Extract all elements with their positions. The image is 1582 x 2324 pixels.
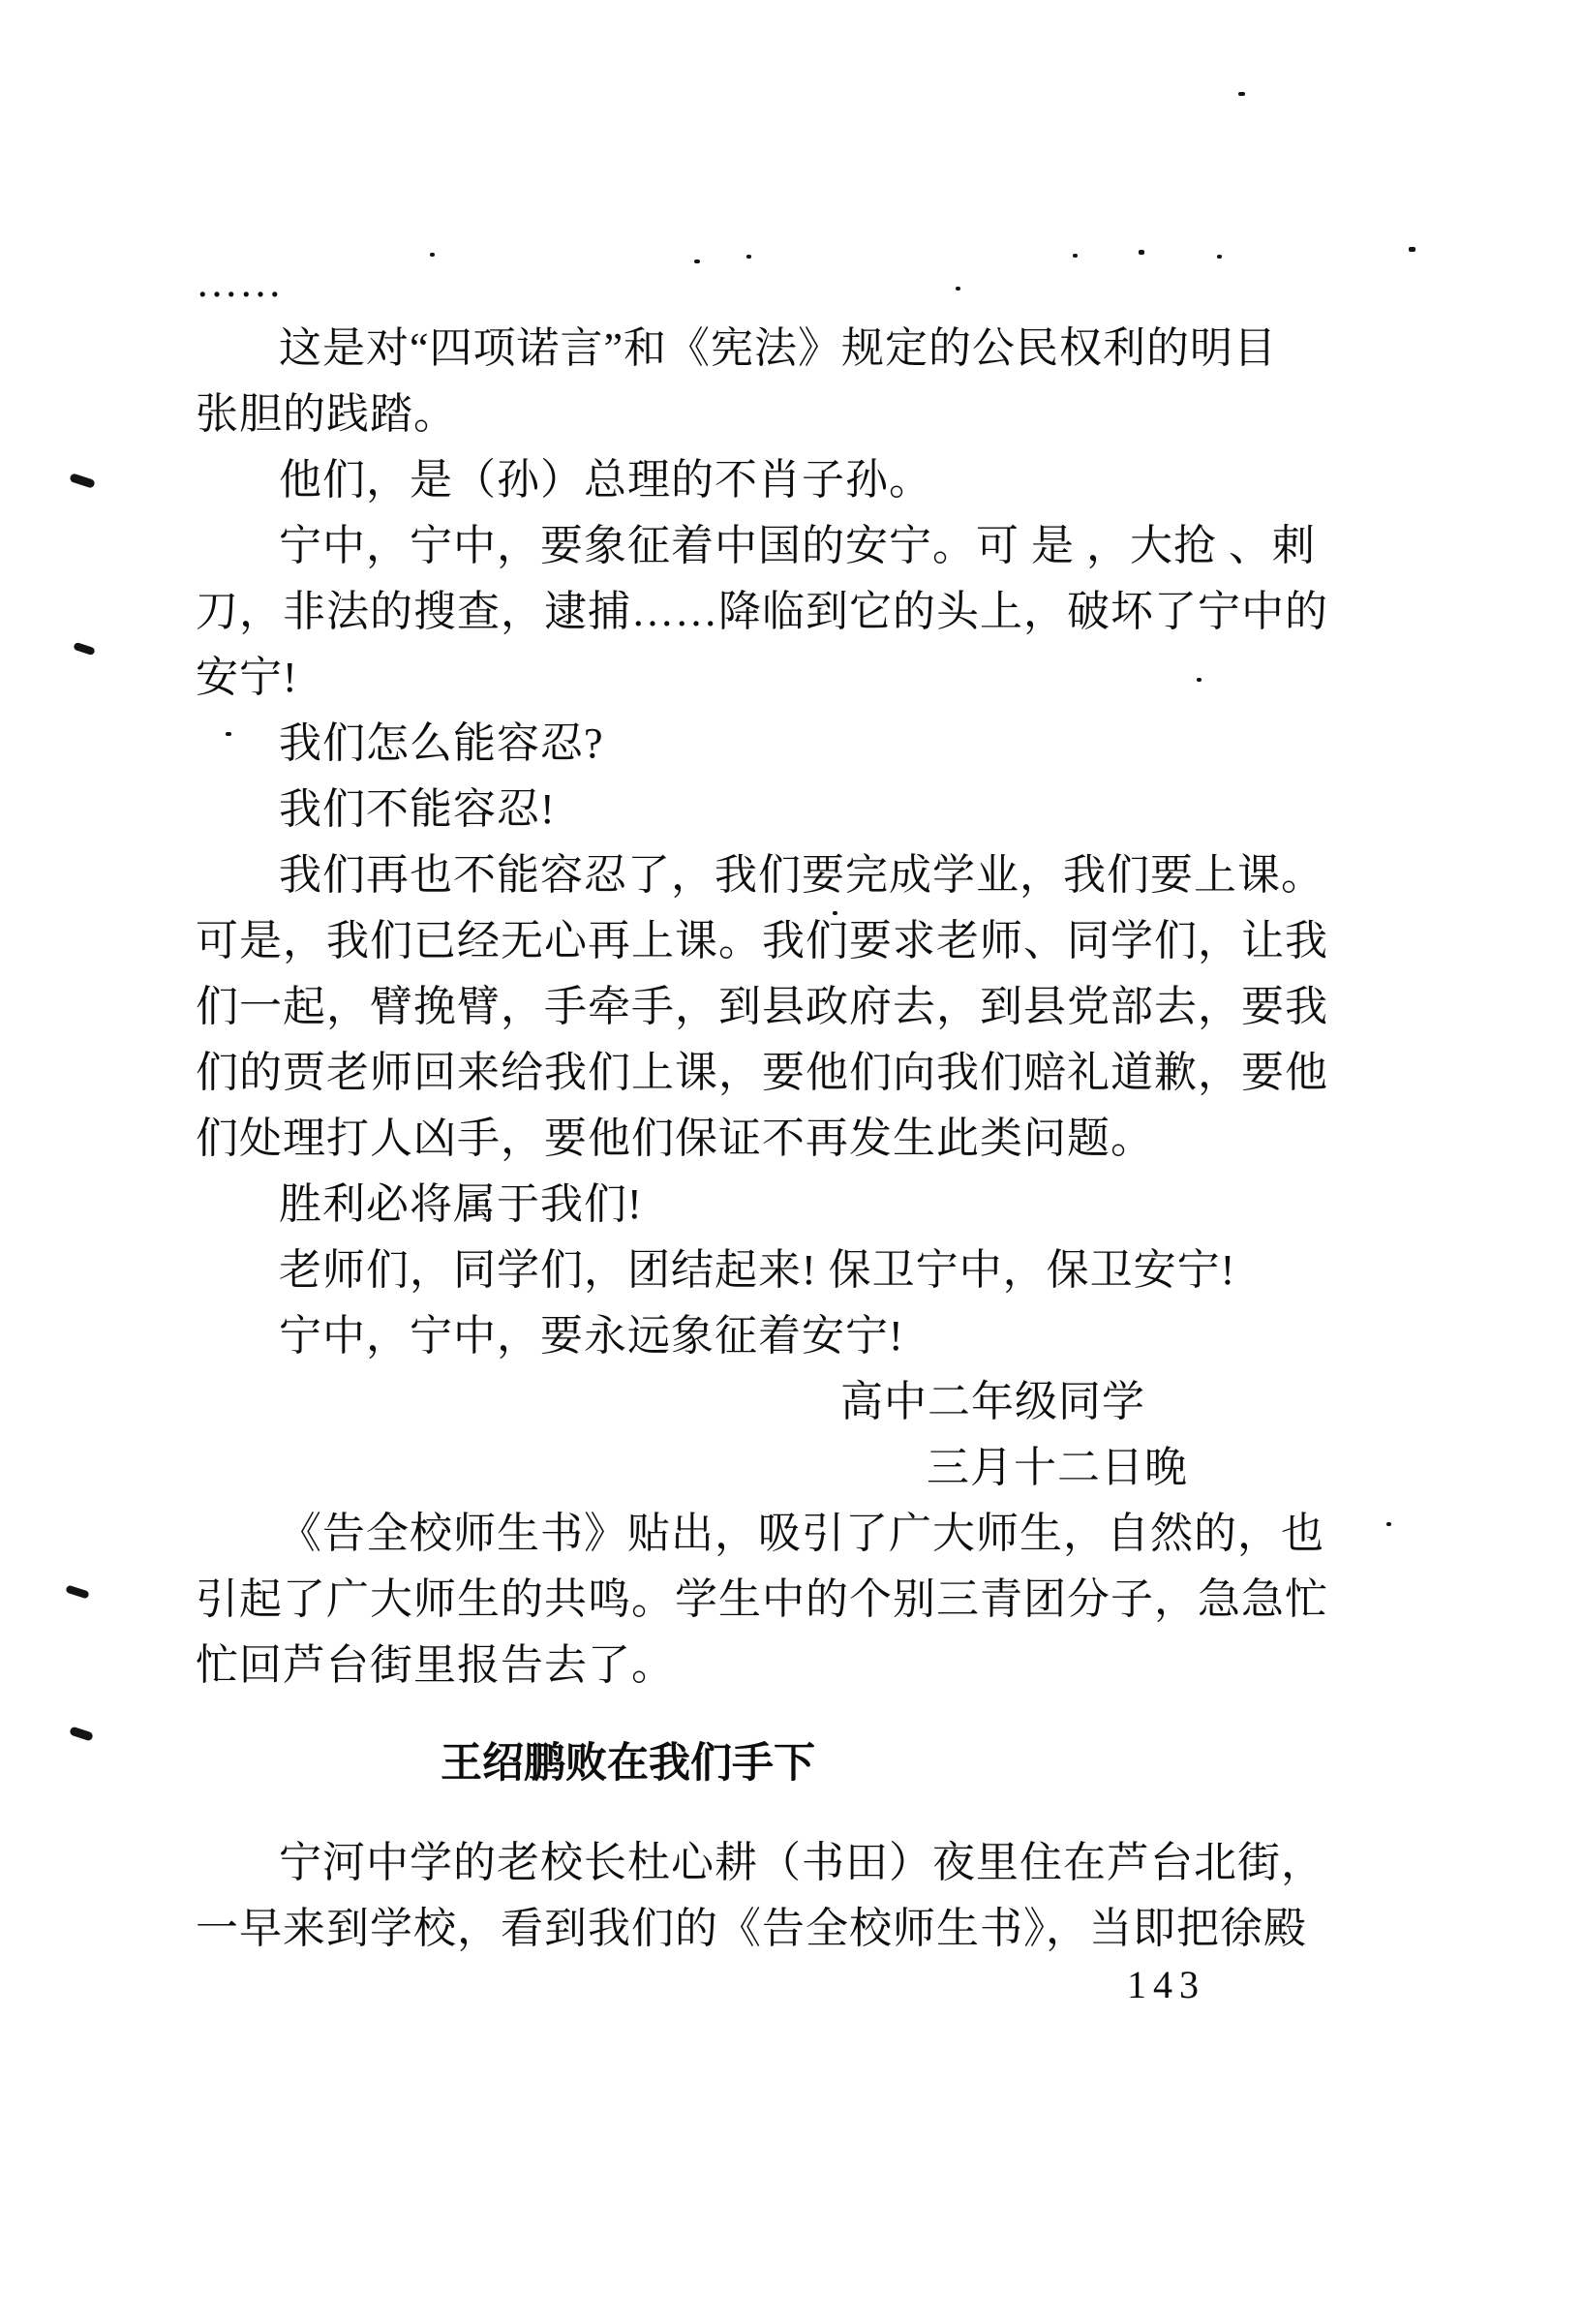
signature-grade: 高中二年级同学: [840, 1378, 1145, 1425]
text-line: 忙回芦台街里报告去了。: [196, 1641, 675, 1689]
text-line: 这是对“四项诺言”和《宪法》规定的公民权利的明目: [279, 324, 1278, 372]
scan-speck: [430, 253, 435, 257]
text-line: 安宁!: [196, 654, 298, 701]
text-line: 宁中，宁中，要象征着中国的安宁。可 是 ，大抢 、剌: [279, 522, 1316, 569]
scan-speck: [1197, 678, 1202, 682]
text-line: 我们怎么能容忍?: [279, 719, 604, 767]
scan-speck: [1238, 92, 1245, 96]
text-line: ……: [196, 259, 283, 306]
text-line: 胜利必将属于我们!: [279, 1180, 643, 1228]
scan-speck: [226, 732, 231, 736]
scan-speck: [1386, 1522, 1391, 1526]
scan-speck: [1409, 247, 1415, 252]
scan-speck: [833, 911, 837, 915]
margin-mark: [73, 642, 95, 656]
text-line: 我们再也不能容忍了，我们要完成学业，我们要上课。: [279, 851, 1324, 899]
text-line: 们的贾老师回来给我们上课，要他们向我们赔礼道歉，要他: [196, 1049, 1328, 1096]
text-line: 引起了广大师生的共鸣。学生中的个别三青团分子，急急忙: [196, 1575, 1328, 1623]
scan-speck: [746, 255, 751, 259]
signature-date: 三月十二日晚: [927, 1444, 1188, 1491]
text-line: 刀，非法的搜查，逮捕……降临到它的头上，破坏了宁中的: [196, 588, 1328, 635]
margin-mark: [69, 1727, 94, 1742]
text-line: 老师们，同学们，团结起来! 保卫宁中，保卫安宁!: [279, 1246, 1236, 1294]
text-line: 张胆的践踏。: [196, 390, 457, 438]
page-number: 143: [1127, 1963, 1205, 2006]
text-line: 们一起，臂挽臂，手牵手，到县政府去，到县党部去，要我: [196, 983, 1328, 1030]
text-line: 他们，是（孙）总理的不肖子孙。: [279, 456, 932, 504]
scan-speck: [1217, 255, 1222, 259]
text-line: 们处理打人凶手，要他们保证不再发生此类问题。: [196, 1115, 1154, 1162]
margin-mark: [65, 1584, 89, 1599]
margin-mark: [69, 473, 96, 489]
scan-speck: [1139, 250, 1144, 255]
text-line: 我们不能容忍!: [279, 785, 556, 833]
text-line: 一早来到学校，看到我们的《告全校师生书》，当即把徐殿: [196, 1905, 1307, 1952]
scan-speck: [694, 260, 700, 263]
text-line: 可是，我们已经无心再上课。我们要求老师、同学们，让我: [196, 917, 1328, 964]
scan-speck: [1073, 254, 1078, 258]
scan-speck: [956, 287, 960, 290]
text-line: 《告全校师生书》贴出，吸引了广大师生，自然的，也: [279, 1510, 1324, 1557]
body-text: [196, 250, 1328, 1962]
text-line: 宁河中学的老校长杜心耕（书田）夜里住在芦台北街，: [279, 1839, 1324, 1886]
section-heading: 王绍鹏败在我们手下: [441, 1741, 815, 1787]
text-line: 宁中，宁中，要永远象征着安宁!: [279, 1312, 904, 1360]
